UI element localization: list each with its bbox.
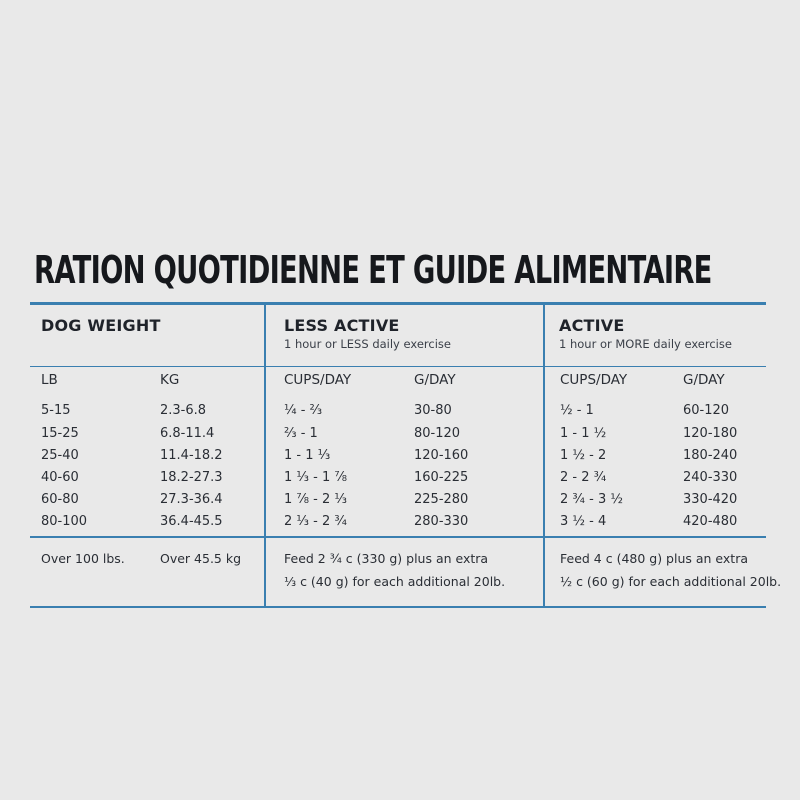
cell-kg: 11.4-18.2 <box>160 448 223 463</box>
cell-g-less-active: 160-225 <box>414 470 469 485</box>
cell-kg: 18.2-27.3 <box>160 470 223 485</box>
cell-cups-less-active: ¼ - ⅔ <box>284 403 323 418</box>
column-header-kg: KG <box>160 372 180 388</box>
cell-cups-less-active: 1 - 1 ⅓ <box>284 448 331 463</box>
column-header-g-less-active: G/DAY <box>414 372 456 388</box>
footer-kg: Over 45.5 kg <box>160 551 242 566</box>
cell-lb: 40-60 <box>41 470 79 485</box>
table-top-rule <box>30 302 766 305</box>
cell-cups-less-active: ⅔ - 1 <box>284 426 318 441</box>
column-divider <box>543 304 545 606</box>
column-header-g-active: G/DAY <box>683 372 725 388</box>
table-bottom-rule <box>30 606 766 608</box>
cell-g-less-active: 120-160 <box>414 448 469 463</box>
cell-cups-active: 2 ¾ - 3 ½ <box>560 492 623 507</box>
group-title-less-active: LESS ACTIVE <box>284 316 400 335</box>
page-title: RATION QUOTIDIENNE ET GUIDE ALIMENTAIRE <box>34 248 712 292</box>
cell-kg: 6.8-11.4 <box>160 426 215 441</box>
cell-kg: 2.3-6.8 <box>160 403 207 418</box>
group-subtitle-less-active: 1 hour or LESS daily exercise <box>284 337 451 351</box>
cell-cups-less-active: 1 ⅞ - 2 ⅓ <box>284 492 347 507</box>
cell-g-active: 240-330 <box>683 470 738 485</box>
cell-lb: 80-100 <box>41 514 88 529</box>
column-header-lb: LB <box>41 372 58 388</box>
cell-lb: 25-40 <box>41 448 79 463</box>
cell-lb: 60-80 <box>41 492 79 507</box>
cell-cups-active: 1 ½ - 2 <box>560 448 607 463</box>
cell-g-active: 60-120 <box>683 403 730 418</box>
cell-g-active: 120-180 <box>683 426 738 441</box>
cell-cups-active: ½ - 1 <box>560 403 594 418</box>
cell-g-less-active: 80-120 <box>414 426 461 441</box>
footer-less-active-line-1: Feed 2 ¾ c (330 g) plus an extra <box>284 551 489 566</box>
cell-kg: 36.4-45.5 <box>160 514 223 529</box>
column-divider <box>264 304 266 606</box>
cell-lb: 5-15 <box>41 403 71 418</box>
cell-g-active: 420-480 <box>683 514 738 529</box>
cell-cups-active: 1 - 1 ½ <box>560 426 607 441</box>
group-subtitle-active: 1 hour or MORE daily exercise <box>559 337 732 351</box>
cell-cups-active: 2 - 2 ¾ <box>560 470 607 485</box>
cell-g-less-active: 280-330 <box>414 514 469 529</box>
footer-active-line-1: Feed 4 c (480 g) plus an extra <box>560 551 749 566</box>
column-header-cups-less-active: CUPS/DAY <box>284 372 352 388</box>
footer-active-line-2: ½ c (60 g) for each additional 20lb. <box>560 574 782 589</box>
footer-divider-rule <box>30 536 766 538</box>
cell-kg: 27.3-36.4 <box>160 492 223 507</box>
footer-lb: Over 100 lbs. <box>41 551 125 566</box>
cell-lb: 15-25 <box>41 426 79 441</box>
cell-g-less-active: 30-80 <box>414 403 452 418</box>
cell-cups-less-active: 2 ⅓ - 2 ¾ <box>284 514 347 529</box>
group-title-dog-weight: DOG WEIGHT <box>41 316 161 335</box>
cell-cups-less-active: 1 ⅓ - 1 ⅞ <box>284 470 347 485</box>
header-divider-rule <box>30 366 766 367</box>
cell-g-less-active: 225-280 <box>414 492 469 507</box>
column-header-cups-active: CUPS/DAY <box>560 372 628 388</box>
footer-less-active-line-2: ⅓ c (40 g) for each additional 20lb. <box>284 574 506 589</box>
cell-g-active: 330-420 <box>683 492 738 507</box>
cell-g-active: 180-240 <box>683 448 738 463</box>
group-title-active: ACTIVE <box>559 316 625 335</box>
cell-cups-active: 3 ½ - 4 <box>560 514 607 529</box>
